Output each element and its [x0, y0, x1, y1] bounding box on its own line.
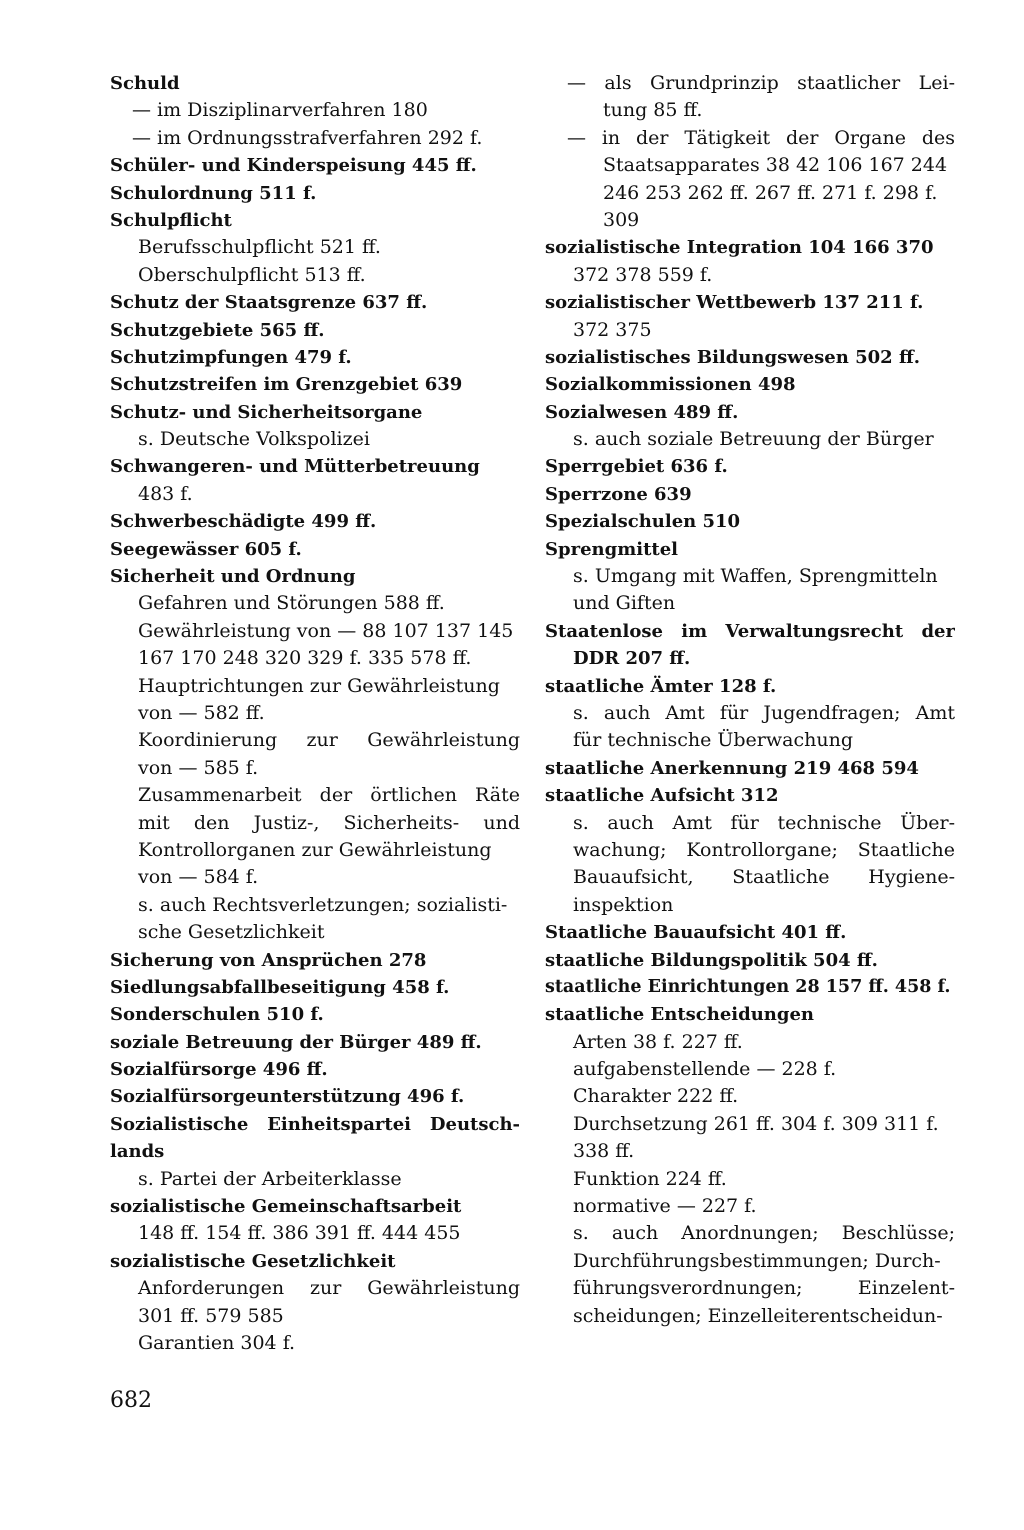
index-entry-heading: staatliche Aufsicht 312 [545, 785, 779, 807]
index-entry-heading: DDR 207 ff. [573, 648, 691, 670]
index-entry-line: Berufsschulpflicht 521 ff. [138, 236, 381, 259]
index-entry-heading: soziale Betreuung der Bürger 489 ff. [110, 1031, 482, 1053]
index-entry-line: und Giften [573, 592, 676, 615]
index-column-left [110, 70, 520, 1357]
index-entry-heading: staatliche Anerkennung 219 468 594 [545, 757, 919, 779]
index-entry-heading: Sprengmittel [545, 538, 678, 560]
index-entry-line: wachung; Kontrollorgane; Staatliche [573, 838, 955, 861]
index-entry-line: Oberschulpflicht 513 ff. [138, 263, 366, 286]
index-entry-line: 338 ff. [573, 1140, 635, 1163]
index-entry-line: Garantien 304 f. [138, 1331, 296, 1354]
index-entry-line: s. auch Amt für technische Über- [573, 811, 955, 834]
index-entry-heading: Staatliche Bauaufsicht 401 ff. [545, 922, 847, 944]
index-entry-heading: Sicherheit und Ordnung [110, 566, 356, 588]
index-entry-line: normative — 227 f. [573, 1195, 757, 1218]
index-entry-line: s. Umgang mit Waffen, Sprengmitteln [573, 565, 938, 588]
index-entry-heading: Seegewässer 605 f. [110, 538, 302, 560]
index-entry-line: s. Partei der Arbeiterklasse [138, 1167, 402, 1190]
index-entry-line: Gefahren und Störungen 588 ff. [138, 592, 445, 615]
index-entry-line: Charakter 222 ff. [573, 1085, 739, 1108]
index-entry-line: s. auch Anordnungen; Beschlüsse; [573, 1222, 955, 1245]
index-entry-heading: Schwangeren- und Mütterbetreuung [110, 456, 480, 478]
index-entry-heading: Sozialfürsorgeunterstützung 496 f. [110, 1086, 465, 1108]
index-entry-line: Hauptrichtungen zur Gewährleistung [138, 674, 500, 697]
index-column-right [545, 70, 955, 1330]
index-entry-heading: staatliche Ämter 128 f. [545, 675, 777, 697]
index-entry-line: Kontrollorganen zur Gewährleistung [138, 838, 492, 861]
index-entry-heading: Sperrzone 639 [545, 483, 692, 505]
index-entry-heading: Schutz der Staatsgrenze 637 ff. [110, 292, 428, 314]
index-entry-line: Gewährleistung von — 88 107 137 145 [138, 619, 514, 642]
index-entry-line: von — 582 ff. [138, 701, 265, 724]
index-entry-line: — im Disziplinarverfahren 180 [132, 99, 428, 122]
index-entry-line: führungsverordnungen; Einzelent- [573, 1277, 955, 1300]
index-entry-line: aufgabenstellende — 228 f. [573, 1058, 837, 1081]
index-entry-line: 372 378 559 f. [573, 263, 713, 286]
index-entry-line: inspektion [573, 893, 674, 916]
index-entry-line: 167 170 248 320 329 f. 335 578 ff. [138, 647, 472, 670]
index-entry-line: 301 ff. 579 585 [138, 1304, 284, 1327]
index-entry-line: Funktion 224 ff. [573, 1167, 727, 1190]
index-entry-line: Durchführungsbestimmungen; Durch- [573, 1249, 941, 1272]
index-entry-heading: Staatenlose im Verwaltungsrecht der [545, 620, 955, 642]
index-entry-heading: Sperrgebiet 636 f. [545, 456, 728, 478]
index-entry-line: s. auch Amt für Jugendfragen; Amt [573, 701, 955, 724]
index-entry-line: Bauaufsicht, Staatliche Hygiene- [573, 866, 955, 889]
index-entry-heading: lands [110, 1141, 165, 1163]
index-entry-heading: Sonderschulen 510 f. [110, 1004, 324, 1026]
index-entry-heading: Schuld [110, 73, 180, 94]
index-entry-line: sche Gesetzlichkeit [138, 921, 325, 944]
index-entry-heading: staatliche Entscheidungen [545, 1004, 815, 1026]
index-entry-heading: sozialistische Gesetzlichkeit [110, 1250, 396, 1272]
index-entry-heading: Schutzstreifen im Grenzgebiet 639 [110, 374, 463, 396]
index-entry-line: Arten 38 f. 227 ff. [573, 1030, 743, 1053]
index-entry-heading: Schüler- und Kinderspeisung 445 ff. [110, 155, 477, 177]
index-entry-heading: Schutz- und Sicherheitsorgane [110, 401, 423, 423]
index-entry-heading: Sozialistische Einheitspartei Deutsch- [110, 1113, 520, 1135]
index-entry-heading: Schwerbeschädigte 499 ff. [110, 511, 377, 533]
index-entry-heading: Siedlungsabfallbeseitigung 458 f. [110, 976, 450, 998]
index-entry-line: für technische Überwachung [573, 729, 853, 752]
index-entry-line: 148 ff. 154 ff. 386 391 ff. 444 455 [138, 1222, 461, 1245]
index-entry-heading: Schutzgebiete 565 ff. [110, 319, 325, 341]
index-entry-line: Anforderungen zur Gewährleistung [138, 1277, 520, 1300]
index-entry-heading: Sicherung von Ansprüchen 278 [110, 949, 427, 971]
index-entry-line: — in der Tätigkeit der Organe des [567, 126, 955, 149]
index-entry-heading: staatliche Bildungspolitik 504 ff. [545, 949, 878, 971]
index-entry-line: s. Deutsche Volkspolizei [138, 428, 370, 451]
page-number: 682 [110, 1388, 152, 1413]
index-entry-line: 246 253 262 ff. 267 ff. 271 f. 298 f. [603, 181, 938, 204]
index-entry-heading: Schutzimpfungen 479 f. [110, 346, 352, 368]
index-entry-line: von — 584 f. [138, 866, 259, 889]
index-entry-heading: sozialistische Integration 104 166 370 [545, 237, 934, 259]
index-entry-heading: sozialistischer Wettbewerb 137 211 f. [545, 292, 924, 314]
index-entry-heading: Sozialwesen 489 ff. [545, 401, 739, 423]
index-entry-line: — als Grundprinzip staatlicher Lei- [567, 72, 955, 94]
index-entry-heading: Schulordnung 511 f. [110, 182, 317, 204]
index-entry-heading: Schulpflicht [110, 209, 232, 231]
index-entry-line: Zusammenarbeit der örtlichen Räte [138, 784, 520, 807]
index-entry-heading: staatliche Einrichtungen 28 157 ff. 458 f. [545, 976, 951, 997]
index-entry-line: 309 [603, 208, 640, 231]
index-entry-line: s. auch soziale Betreuung der Bürger [573, 428, 934, 451]
index-entry-line: — im Ordnungsstrafverfahren 292 f. [132, 126, 483, 149]
index-entry-line: scheidungen; Einzelleiterentscheidun- [573, 1304, 943, 1327]
index-entry-line: tung 85 ff. [603, 99, 703, 122]
index-entry-heading: Sozialfürsorge 496 ff. [110, 1059, 328, 1081]
index-entry-line: von — 585 f. [138, 756, 259, 779]
index-entry-heading: sozialistisches Bildungswesen 502 ff. [545, 346, 920, 368]
index-entry-line: 483 f. [138, 482, 193, 505]
index-entry-line: 372 375 [573, 318, 652, 341]
index-entry-heading: sozialistische Gemeinschaftsarbeit [110, 1196, 462, 1218]
index-entry-line: mit den Justiz-, Sicherheits- und [138, 811, 520, 834]
index-entry-line: s. auch Rechtsverletzungen; sozialisti- [138, 893, 508, 916]
index-entry-line: Durchsetzung 261 ff. 304 f. 309 311 f. [573, 1112, 939, 1135]
index-entry-line: Staatsapparates 38 42 106 167 244 [603, 154, 948, 177]
index-entry-heading: Sozialkommissionen 498 [545, 374, 796, 396]
index-entry-heading: Spezialschulen 510 [545, 511, 741, 533]
index-entry-line: Koordinierung zur Gewährleistung [138, 729, 520, 752]
